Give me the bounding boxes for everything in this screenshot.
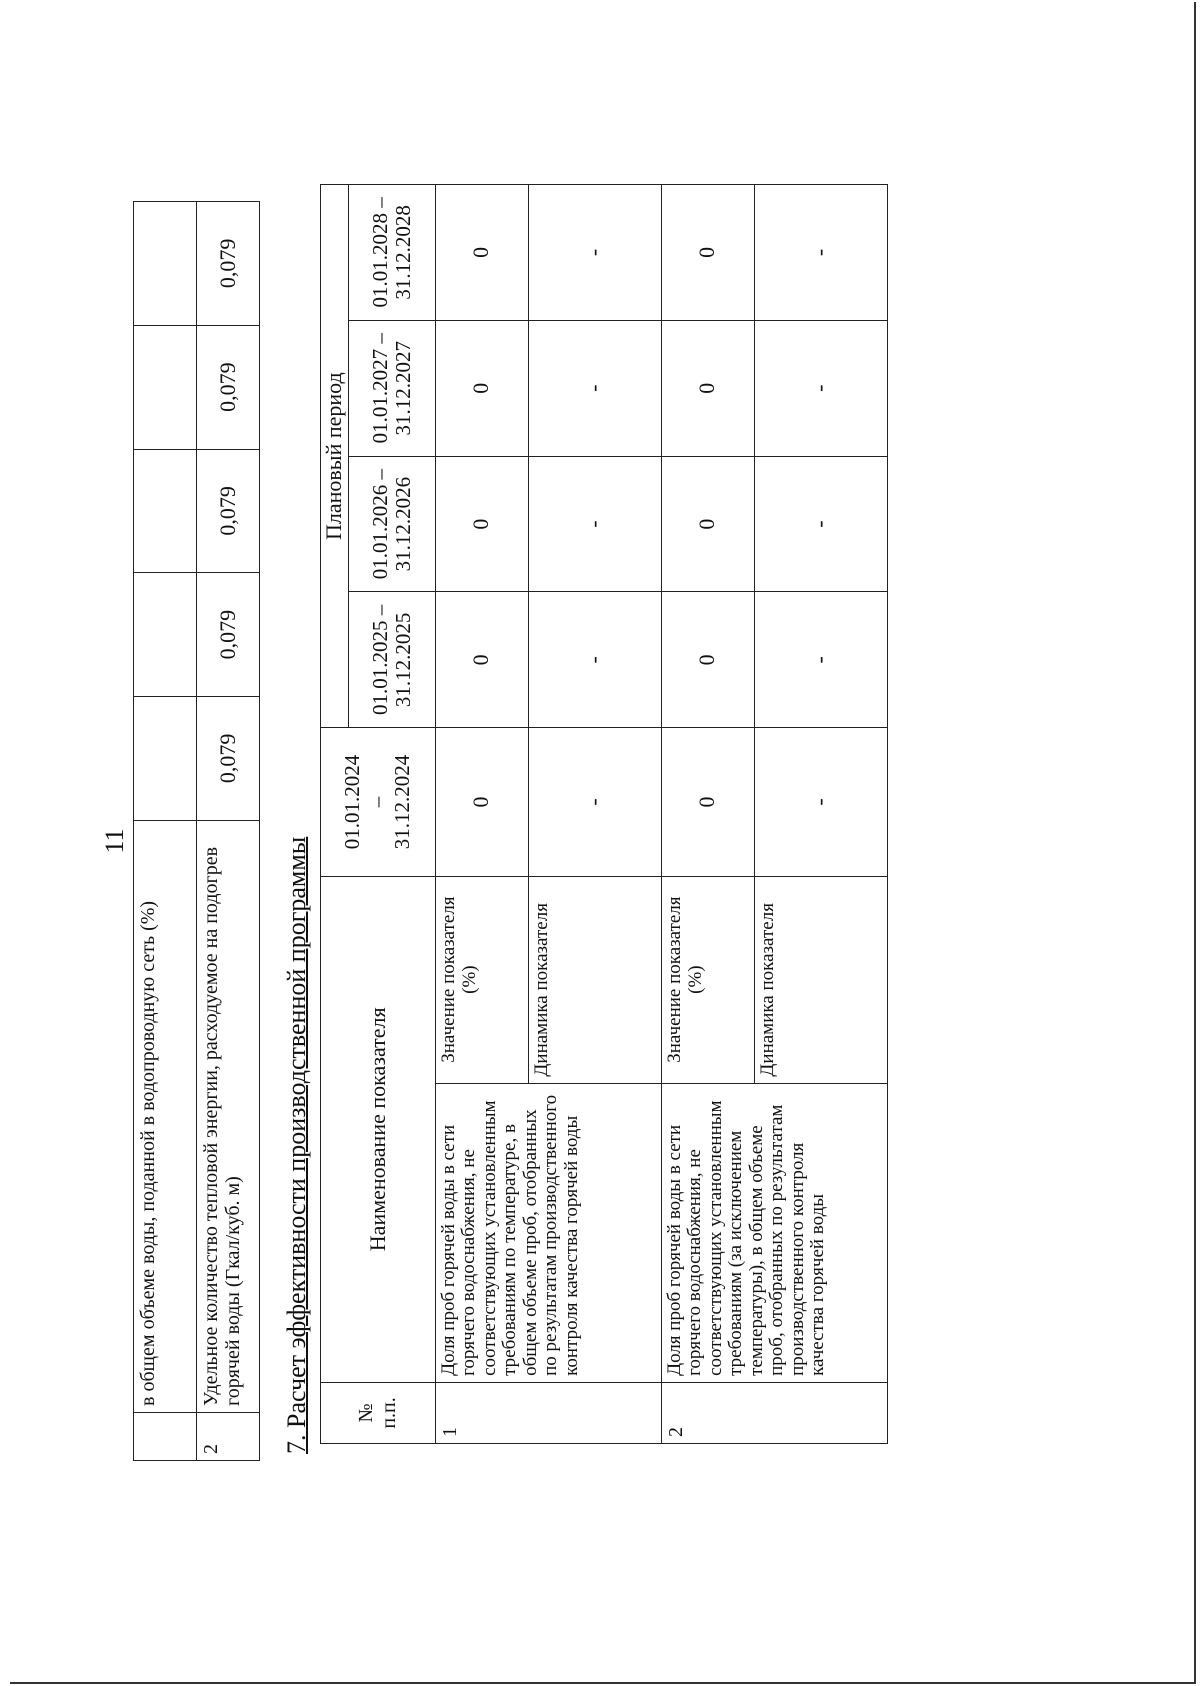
table-row [197, 202, 260, 1461]
indicator-value: 0 [661, 728, 754, 876]
indicator-value-label: Значение показателя (%) [661, 876, 754, 1083]
header-period-2028: 01.01.2028 – 31.12.2028 [348, 185, 435, 321]
indicator-dynamics: - [528, 592, 661, 728]
page-number: 11 [100, 828, 129, 854]
indicator-value: 0,079 [197, 573, 260, 697]
row-number: 2 [197, 1412, 260, 1460]
indicator-dynamics: - [754, 320, 887, 456]
indicator-value: 0 [661, 320, 754, 456]
indicator-dynamics: - [528, 456, 661, 592]
indicator-dynamics-label: Динамика показателя [754, 876, 887, 1083]
indicator-value: 0 [435, 592, 528, 728]
indicator-value: 0 [435, 456, 528, 592]
continued-indicators-table [133, 201, 260, 1461]
indicator-dynamics-label: Динамика показателя [528, 876, 661, 1083]
header-row [321, 185, 349, 1444]
table-row [134, 202, 197, 1461]
indicator-value: 0 [435, 320, 528, 456]
indicator-name: Удельное количество тепловой энергии, расходуемое на подогрев горячей воды (Гкал/куб. м) [197, 820, 260, 1412]
header-planned-period: Плановый период [321, 185, 349, 728]
header-period-2024: 01.01.2024 – 31.12.2024 [321, 728, 436, 876]
indicator-value-label: Значение показателя (%) [435, 876, 528, 1083]
row-number: 2 [661, 1382, 887, 1443]
indicator-value: 0 [435, 185, 528, 321]
indicator-dynamics: - [754, 728, 887, 876]
header-indicator-name: Наименование показателя [321, 876, 436, 1382]
indicator-description: Доля проб горячей воды в сети горячего водоснабжения, не соответствующих установленным требованиям (за исключением температуры), в общем объеме проб, отобранных по результатам производственного контроля качества горячей воды [661, 1083, 887, 1382]
header-period-2026: 01.01.2026 – 31.12.2026 [348, 456, 435, 592]
indicator-name: в общем объеме воды, поданной в водопроводную сеть (%) [134, 820, 197, 1412]
header-number: № п.п. [321, 1382, 436, 1443]
indicator-dynamics: - [754, 456, 887, 592]
indicator-value [134, 573, 197, 697]
indicator-value [134, 449, 197, 573]
indicator-value: 0,079 [197, 696, 260, 820]
indicator-value: 0 [661, 592, 754, 728]
row-number: 1 [435, 1382, 661, 1443]
indicator-dynamics: - [754, 185, 887, 321]
header-period-2027: 01.01.2027 – 31.12.2027 [348, 320, 435, 456]
indicator-value: 0,079 [197, 325, 260, 449]
table-row [435, 185, 528, 1444]
indicator-dynamics: - [528, 320, 661, 456]
indicator-value: 0 [661, 185, 754, 321]
indicator-value [134, 202, 197, 326]
section-heading: 7. Расчет эффективности производственной программы [282, 836, 311, 1454]
indicator-description: Доля проб горячей воды в сети горячего водоснабжения, не соответствующих установленным требованиям по температуре, в общем объеме проб, отобранных по результатам производственного контроля качества горячей воды [435, 1083, 661, 1382]
efficiency-table [320, 184, 888, 1444]
indicator-value: 0 [435, 728, 528, 876]
indicator-value [134, 696, 197, 820]
indicator-value: 0,079 [197, 449, 260, 573]
indicator-value [134, 325, 197, 449]
indicator-value: 0 [661, 456, 754, 592]
header-period-2025: 01.01.2025 – 31.12.2025 [348, 592, 435, 728]
row-number [134, 1412, 197, 1460]
indicator-dynamics: - [754, 592, 887, 728]
indicator-dynamics: - [528, 728, 661, 876]
indicator-dynamics: - [528, 185, 661, 321]
table-row [661, 185, 754, 1444]
indicator-value: 0,079 [197, 202, 260, 326]
